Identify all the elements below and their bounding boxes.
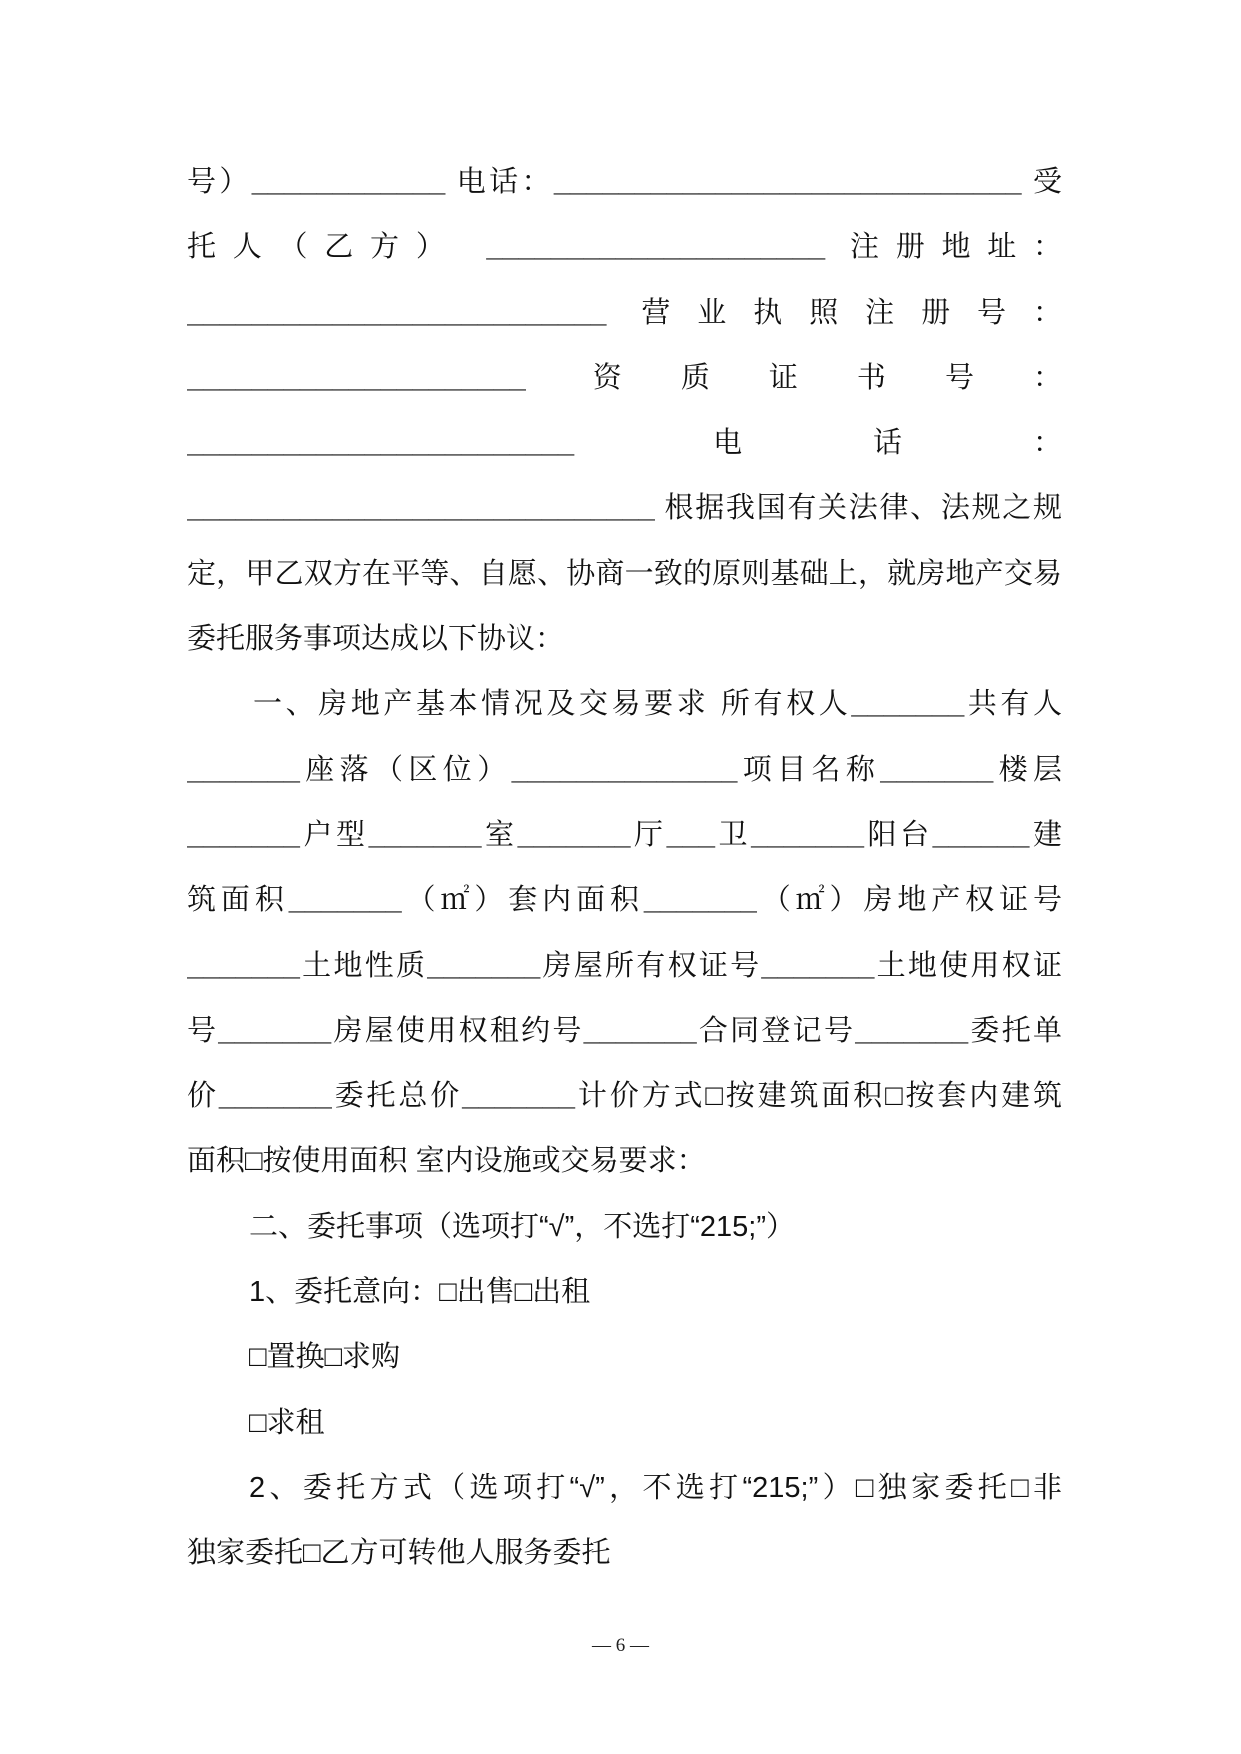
- line-text: （㎡）套内面积: [401, 884, 644, 917]
- line-text: 筑面积: [187, 884, 289, 917]
- line-text: 价: [187, 1080, 219, 1113]
- fill-blank: _____________________________: [187, 492, 655, 525]
- fill-blank: _______: [751, 818, 864, 851]
- fill-blank: _______: [855, 1014, 969, 1047]
- page-number: — 6 —: [592, 1635, 649, 1656]
- line-text: 共有人: [964, 688, 1062, 721]
- text-line: [187, 476, 1062, 541]
- text-line: [187, 215, 1062, 280]
- line-text: 资质证书号：: [525, 361, 1062, 394]
- text-line: [187, 1521, 1062, 1586]
- fill-blank: _______: [427, 949, 541, 982]
- fill-blank: ________________________: [187, 427, 575, 460]
- text-line: [187, 738, 1062, 803]
- fill-blank: ____________: [251, 166, 446, 198]
- line-text: 注册地址：: [825, 231, 1062, 264]
- fill-blank: _____________________________: [553, 166, 1022, 198]
- line-text: 阳台: [864, 818, 933, 851]
- fill-blank: _______: [643, 884, 757, 917]
- line-text: 号: [187, 1014, 219, 1047]
- fill-blank: _____________________: [187, 361, 526, 394]
- fill-blank: _____________________: [486, 231, 826, 264]
- fill-blank: _______: [187, 949, 300, 982]
- line-text: 土地使用权证: [874, 949, 1062, 982]
- line-text: 托人（乙方）: [187, 231, 487, 264]
- fill-blank: ______________: [511, 753, 738, 786]
- line-text: 定，甲乙双方在平等、自愿、协商一致的原则基础上，就房地产交易: [187, 557, 1062, 590]
- line-text: 房屋使用权租约号: [331, 1014, 584, 1047]
- line-text: 项目名称: [737, 753, 881, 786]
- fill-blank: _______: [761, 949, 875, 982]
- line-text: 土地性质: [299, 949, 428, 982]
- fill-blank: __________________________: [187, 296, 607, 329]
- text-line: [187, 934, 1062, 999]
- line-text: □求租: [249, 1406, 325, 1439]
- fill-blank: _______: [583, 1014, 697, 1047]
- line-text: 委托总价: [331, 1080, 463, 1113]
- fill-blank: _______: [187, 753, 300, 786]
- line-text: 委托服务事项达成以下协议：: [187, 623, 565, 656]
- line-text: （㎡）房地产权证号: [756, 884, 1062, 917]
- line-text: 委托单: [968, 1014, 1062, 1047]
- text-line: [187, 999, 1062, 1064]
- fill-blank: ______: [932, 818, 1030, 851]
- text-line: [187, 868, 1062, 933]
- line-text: 座落（区位）: [299, 753, 512, 786]
- line-text: 卫: [714, 818, 752, 851]
- fill-blank: _______: [218, 1080, 332, 1113]
- line-text: 室: [481, 818, 518, 851]
- text-line: [187, 1129, 1062, 1194]
- text-line: [187, 1391, 1062, 1456]
- line-text: 1、委托意向：□出售□出租: [249, 1276, 591, 1309]
- section-heading-line: [187, 1195, 1062, 1260]
- fill-blank: _______: [517, 818, 631, 851]
- text-line: [187, 1064, 1062, 1129]
- line-text: 楼层: [993, 753, 1062, 786]
- line-text: 独家委托□乙方可转他人服务委托: [187, 1537, 611, 1570]
- document-body: [187, 150, 1062, 1587]
- section-heading-line: [187, 672, 1062, 737]
- line-text: 面积□按使用面积 室内设施或交易要求：: [187, 1145, 706, 1178]
- text-line: [187, 150, 1062, 215]
- line-text: 号）: [187, 166, 252, 198]
- line-text: 2、委托方式（选项打“√”，不选打“215;”）□独家委托□非: [249, 1471, 1062, 1504]
- text-line: [187, 346, 1062, 411]
- line-text: 建: [1029, 818, 1062, 851]
- fill-blank: _______: [187, 818, 300, 851]
- line-text: 计价方式□按建筑面积□按套内建筑: [575, 1080, 1062, 1113]
- line-text: 营业执照注册号：: [606, 296, 1062, 329]
- text-line: [187, 803, 1062, 868]
- fill-blank: ___: [666, 818, 715, 851]
- line-text: 一、房地产基本情况及交易要求 所有权人: [253, 688, 852, 721]
- line-text: 房屋所有权证号: [540, 949, 762, 982]
- line-text: □置换□求购: [249, 1341, 401, 1374]
- line-text: 合同登记号: [696, 1014, 856, 1047]
- fill-blank: _______: [288, 884, 402, 917]
- line-text: 受: [1021, 166, 1062, 198]
- line-text: 户型: [299, 818, 369, 851]
- fill-blank: _______: [218, 1014, 332, 1047]
- fill-blank: _______: [368, 818, 482, 851]
- text-line: [187, 1456, 1062, 1521]
- text-line: [187, 607, 1062, 672]
- fill-blank: _______: [880, 753, 994, 786]
- line-text: 厅: [630, 818, 667, 851]
- fill-blank: _______: [462, 1080, 576, 1113]
- line-text: 电话：: [445, 166, 554, 198]
- text-line: [187, 411, 1062, 476]
- text-line: [187, 281, 1062, 346]
- text-line: [187, 1325, 1062, 1390]
- line-text: 二、委托事项（选项打“√”，不选打“215;”）: [249, 1210, 795, 1243]
- line-text: 根据我国有关法律、法规之规: [654, 492, 1062, 525]
- text-line: [187, 542, 1062, 607]
- text-line: [187, 1260, 1062, 1325]
- line-text: 电话：: [574, 427, 1062, 460]
- fill-blank: _______: [851, 688, 965, 721]
